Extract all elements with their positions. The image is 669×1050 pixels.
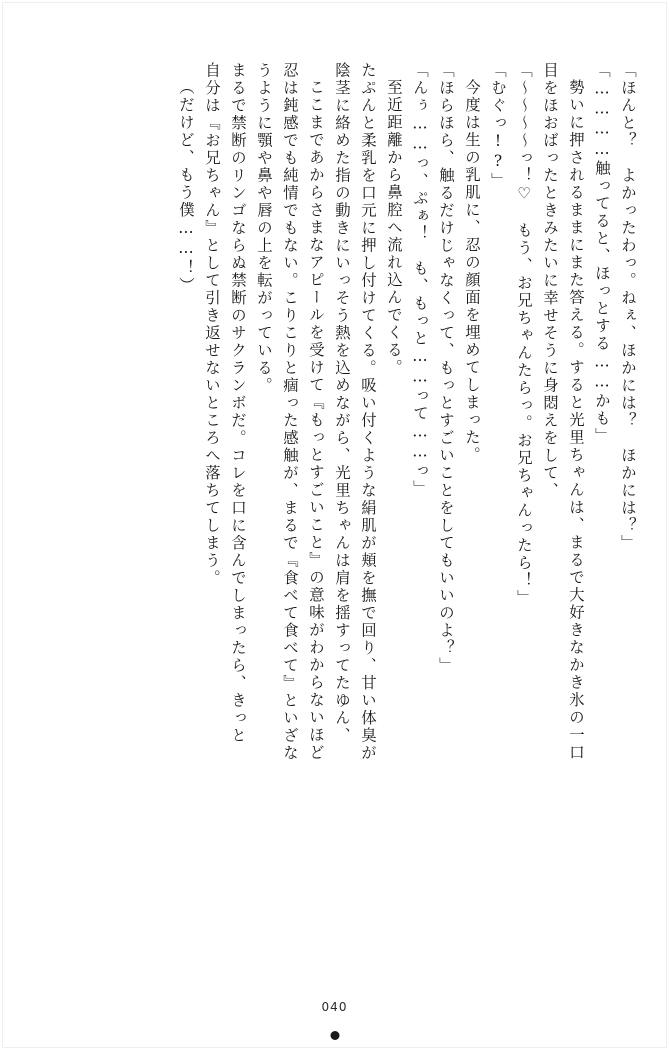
text-line: ここまであからさまなアピールを受けて『もっとすごいこと』の意味がわからないほど xyxy=(307,79,325,762)
page-number: 040 xyxy=(321,1000,348,1014)
text-line: 「ほんと？ よかったわっ。ねぇ、ほかには？ ほかには？」 xyxy=(619,62,637,552)
vertical-text-body xyxy=(34,62,635,982)
text-line: 「〜〜〜〜っ！♡ もう、お兄ちゃんたらっ。お兄ちゃんったら！」 xyxy=(515,62,533,608)
text-line: 至近距離から鼻腔へ流れ込んでくる。 xyxy=(385,79,403,377)
text-line: 今度は生の乳肌に、忍の顔面を埋めてしまった。 xyxy=(463,79,481,464)
text-line: たぷんと柔乳を口元に押し付けてくる。吸い付くような絹肌が頬を撫で回り、甘い体臭が xyxy=(359,62,377,762)
text-line: 勢いに押されるままにまた答える。すると光里ちゃんは、まるで大好きなかき氷の一口 xyxy=(567,79,585,762)
text-line: （だけど、もう僕……！） xyxy=(177,79,195,295)
text-line: 陰茎に絡めた指の動きにいっそう熱を込めながら、光里ちゃんは肩を揺すってたゆん、 xyxy=(333,62,351,745)
text-line: 「んぅ……っ、ぷぁ！ も、もっと……って……っ」 xyxy=(411,62,429,498)
text-line: 忍は鈍感でも純情でもない。こりこりと痼った感触が、まるで『食べて食べて』といざな xyxy=(281,62,299,762)
text-line: うように顎や鼻や唇の上を転がっている。 xyxy=(255,62,273,395)
text-line: 目をほおばったときみたいに幸せそうに身悶えをして、 xyxy=(541,62,559,500)
text-line: 「…………触ってると、ほっとする……かも」 xyxy=(593,62,611,446)
text-line: 「むぐっ!?」 xyxy=(489,62,507,190)
bottom-mark-icon xyxy=(330,1031,339,1040)
text-line: まるで禁断のリンゴならぬ禁断のサクランボだ。コレを口に含んでしまったら、きっと xyxy=(229,62,247,745)
text-line: 「ほらほら、触るだけじゃなくって、もっとすごいことをしてもいいのよ？」 xyxy=(437,62,455,675)
text-line: 自分は『お兄ちゃん』として引き返せないところへ落ちてしまう。 xyxy=(203,62,221,587)
